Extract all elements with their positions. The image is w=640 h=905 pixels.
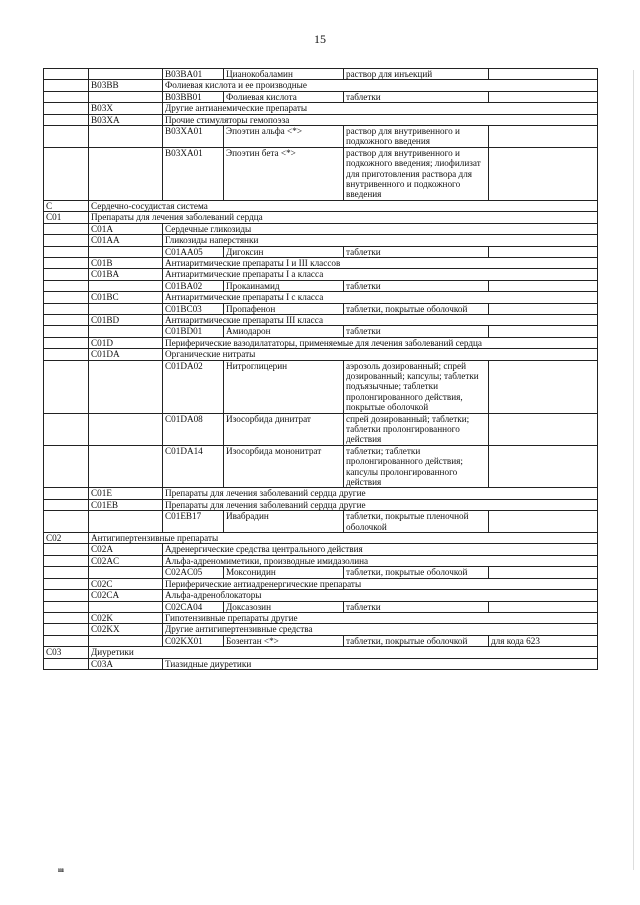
table-body: [44, 69, 598, 670]
note-cell: [489, 91, 598, 102]
atc-code-cell: [44, 658, 89, 669]
table-row: [44, 69, 598, 80]
subgroup-code-cell: C01BA: [89, 269, 163, 280]
subgroup-code-cell: C01D: [89, 337, 163, 348]
table-row: [44, 91, 598, 102]
atc-code-cell: [44, 499, 89, 510]
group-name-cell: Препараты для лечения заболеваний сердца: [89, 212, 598, 223]
drug-name-cell: Эпоэтин бета <*>: [224, 147, 344, 200]
drug-code-cell: B03XA01: [163, 147, 224, 200]
subgroup-name-cell: Препараты для лечения заболеваний сердца другие: [163, 488, 598, 499]
table-row: [44, 314, 598, 325]
subgroup-name-cell: Периферические антиадренергические препараты: [163, 578, 598, 589]
subgroup-code-cell: C02C: [89, 578, 163, 589]
table-row: [44, 303, 598, 314]
note-cell: [489, 511, 598, 533]
table-row: [44, 488, 598, 499]
subgroup-code-cell: [89, 246, 163, 257]
dosage-form-cell: таблетки; таблетки пролонгированного действия; капсулы пролонгированного действия: [344, 445, 489, 488]
subgroup-code-cell: [89, 303, 163, 314]
atc-code-cell: C03: [44, 647, 89, 658]
subgroup-name-cell: Адренергические средства центрального действия: [163, 544, 598, 555]
table-row: [44, 257, 598, 268]
drug-code-cell: B03BA01: [163, 69, 224, 80]
group-name-cell: Сердечно-сосудистая система: [89, 200, 598, 211]
table-row: [44, 349, 598, 360]
table-row: [44, 578, 598, 589]
atc-code-cell: [44, 280, 89, 291]
atc-code-cell: C01: [44, 212, 89, 223]
subgroup-name-cell: Антиаритмические препараты III класса: [163, 314, 598, 325]
subgroup-name-cell: Фолиевая кислота и ее производные: [163, 80, 598, 91]
subgroup-code-cell: [89, 69, 163, 80]
drug-code-cell: B03XA01: [163, 126, 224, 148]
atc-code-cell: C02: [44, 533, 89, 544]
group-name-cell: Антигипертензивные препараты: [89, 533, 598, 544]
atc-code-cell: [44, 635, 89, 646]
subgroup-name-cell: Антиаритмические препараты I и III классов: [163, 257, 598, 268]
subgroup-code-cell: [89, 601, 163, 612]
table-row: [44, 590, 598, 601]
subgroup-name-cell: Антиаритмические препараты I с класса: [163, 292, 598, 303]
table-row: [44, 212, 598, 223]
table-row: [44, 360, 598, 413]
subgroup-name-cell: Альфа-адреноблокаторы: [163, 590, 598, 601]
atc-code-cell: [44, 590, 89, 601]
drug-name-cell: Изосорбида динитрат: [224, 413, 344, 445]
subgroup-code-cell: [89, 326, 163, 337]
drug-name-cell: Эпоэтин альфа <*>: [224, 126, 344, 148]
subgroup-code-cell: B03BB: [89, 80, 163, 91]
drug-code-cell: C01DA08: [163, 413, 224, 445]
subgroup-code-cell: C02A: [89, 544, 163, 555]
table-row: [44, 103, 598, 114]
drug-name-cell: Цианокобаламин: [224, 69, 344, 80]
subgroup-name-cell: Прочие стимуляторы гемопоэза: [163, 114, 598, 125]
table-row: [44, 612, 598, 623]
subgroup-name-cell: Другие антигипертензивные средства: [163, 624, 598, 635]
atc-code-cell: [44, 246, 89, 257]
table-row: [44, 246, 598, 257]
table-row: [44, 544, 598, 555]
atc-code-cell: [44, 567, 89, 578]
note-cell: [489, 147, 598, 200]
table-row: [44, 624, 598, 635]
table-row: [44, 567, 598, 578]
atc-code-cell: [44, 544, 89, 555]
atc-code-cell: [44, 445, 89, 488]
subgroup-code-cell: [89, 511, 163, 533]
subgroup-name-cell: Гипотензивные препараты другие: [163, 612, 598, 623]
drug-code-cell: C01BD01: [163, 326, 224, 337]
subgroup-code-cell: [89, 635, 163, 646]
scan-edge-line: [633, 70, 634, 870]
note-cell: [489, 326, 598, 337]
drug-code-cell: C01BC03: [163, 303, 224, 314]
dosage-form-cell: таблетки: [344, 601, 489, 612]
footer-mark: ııı: [58, 866, 64, 874]
note-cell: [489, 445, 598, 488]
subgroup-code-cell: C01AA: [89, 235, 163, 246]
note-cell: [489, 303, 598, 314]
atc-code-cell: [44, 303, 89, 314]
subgroup-code-cell: C03A: [89, 658, 163, 669]
table-row: [44, 337, 598, 348]
atc-code-cell: [44, 413, 89, 445]
subgroup-name-cell: Гликозиды наперстянки: [163, 235, 598, 246]
drug-name-cell: Доксазозин: [224, 601, 344, 612]
note-cell: [489, 413, 598, 445]
atc-code-cell: [44, 578, 89, 589]
table-row: [44, 533, 598, 544]
atc-code-cell: [44, 269, 89, 280]
dosage-form-cell: раствор для внутривенного и подкожного введения: [344, 126, 489, 148]
dosage-form-cell: спрей дозированный; таблетки; таблетки пролонгированного действия: [344, 413, 489, 445]
atc-code-cell: [44, 126, 89, 148]
subgroup-name-cell: Препараты для лечения заболеваний сердца другие: [163, 499, 598, 510]
atc-code-cell: [44, 326, 89, 337]
table-row: [44, 601, 598, 612]
subgroup-name-cell: Органические нитраты: [163, 349, 598, 360]
note-cell: [489, 567, 598, 578]
table-row: [44, 511, 598, 533]
table-row: [44, 326, 598, 337]
table-row: [44, 647, 598, 658]
table-row: [44, 200, 598, 211]
atc-code-cell: [44, 103, 89, 114]
dosage-form-cell: таблетки: [344, 326, 489, 337]
atc-code-cell: [44, 488, 89, 499]
drug-classification-table: [43, 68, 598, 670]
subgroup-code-cell: C02CA: [89, 590, 163, 601]
atc-code-cell: [44, 292, 89, 303]
drug-name-cell: Ивабрадин: [224, 511, 344, 533]
note-cell: [489, 601, 598, 612]
drug-name-cell: Пропафенон: [224, 303, 344, 314]
note-cell: для кода 623: [489, 635, 598, 646]
subgroup-name-cell: Альфа-адреномиметики, производные имидазолина: [163, 555, 598, 566]
table-row: [44, 114, 598, 125]
dosage-form-cell: таблетки, покрытые оболочкой: [344, 635, 489, 646]
atc-code-cell: [44, 337, 89, 348]
drug-code-cell: C02CA04: [163, 601, 224, 612]
subgroup-name-cell: Другие антианемические препараты: [163, 103, 598, 114]
drug-code-cell: C01DA14: [163, 445, 224, 488]
subgroup-code-cell: C01BD: [89, 314, 163, 325]
subgroup-code-cell: C01A: [89, 223, 163, 234]
drug-name-cell: Амиодарон: [224, 326, 344, 337]
group-name-cell: Диуретики: [89, 647, 598, 658]
atc-code-cell: [44, 257, 89, 268]
atc-code-cell: [44, 360, 89, 413]
dosage-form-cell: таблетки: [344, 280, 489, 291]
table-row: [44, 223, 598, 234]
page-number: 15: [314, 32, 326, 46]
note-cell: [489, 280, 598, 291]
table-row: [44, 445, 598, 488]
drug-name-cell: Моксонидин: [224, 567, 344, 578]
subgroup-code-cell: [89, 360, 163, 413]
atc-code-cell: [44, 91, 89, 102]
table-row: [44, 555, 598, 566]
subgroup-code-cell: C01BC: [89, 292, 163, 303]
table-row: [44, 499, 598, 510]
subgroup-code-cell: [89, 567, 163, 578]
subgroup-code-cell: B03XA: [89, 114, 163, 125]
table-row: [44, 126, 598, 148]
subgroup-code-cell: [89, 91, 163, 102]
drug-code-cell: C01EB17: [163, 511, 224, 533]
dosage-form-cell: раствор для инъекций: [344, 69, 489, 80]
atc-code-cell: [44, 349, 89, 360]
atc-code-cell: [44, 147, 89, 200]
dosage-form-cell: раствор для внутривенного и подкожного введения; лиофилизат для приготовления раствора для внутривенного и подкожного введения: [344, 147, 489, 200]
subgroup-code-cell: C02AC: [89, 555, 163, 566]
atc-code-cell: [44, 555, 89, 566]
drug-code-cell: C02AC05: [163, 567, 224, 578]
dosage-form-cell: таблетки, покрытые пленочной оболочкой: [344, 511, 489, 533]
dosage-form-cell: аэрозоль дозированный; спрей дозированный; капсулы; таблетки подъязычные; таблетки пролонгированного действия, покрытые оболочкой: [344, 360, 489, 413]
drug-code-cell: B03BB01: [163, 91, 224, 102]
subgroup-code-cell: [89, 280, 163, 291]
table-row: [44, 147, 598, 200]
atc-code-cell: [44, 69, 89, 80]
table-row: [44, 80, 598, 91]
drug-name-cell: Нитроглицерин: [224, 360, 344, 413]
drug-name-cell: Бозентан <*>: [224, 635, 344, 646]
table-row: [44, 235, 598, 246]
drug-code-cell: C01AA05: [163, 246, 224, 257]
subgroup-code-cell: [89, 147, 163, 200]
subgroup-name-cell: Периферические вазодилататоры, применяемые для лечения заболеваний сердца: [163, 337, 598, 348]
table-row: [44, 280, 598, 291]
drug-name-cell: Изосорбида мононитрат: [224, 445, 344, 488]
subgroup-name-cell: Сердечные гликозиды: [163, 223, 598, 234]
subgroup-code-cell: C01EB: [89, 499, 163, 510]
subgroup-name-cell: Антиаритмические препараты I а класса: [163, 269, 598, 280]
drug-code-cell: C01DA02: [163, 360, 224, 413]
subgroup-code-cell: C02K: [89, 612, 163, 623]
subgroup-code-cell: C01E: [89, 488, 163, 499]
table-row: [44, 413, 598, 445]
atc-code-cell: [44, 612, 89, 623]
dosage-form-cell: таблетки, покрытые оболочкой: [344, 567, 489, 578]
subgroup-code-cell: C01B: [89, 257, 163, 268]
table-row: [44, 658, 598, 669]
atc-code-cell: [44, 601, 89, 612]
drug-code-cell: C02KX01: [163, 635, 224, 646]
note-cell: [489, 360, 598, 413]
subgroup-code-cell: [89, 413, 163, 445]
drug-name-cell: Прокаинамид: [224, 280, 344, 291]
note-cell: [489, 126, 598, 148]
subgroup-code-cell: B03X: [89, 103, 163, 114]
table-row: [44, 269, 598, 280]
note-cell: [489, 246, 598, 257]
atc-code-cell: C: [44, 200, 89, 211]
table-row: [44, 292, 598, 303]
subgroup-code-cell: C01DA: [89, 349, 163, 360]
drug-code-cell: C01BA02: [163, 280, 224, 291]
atc-code-cell: [44, 624, 89, 635]
drug-name-cell: Дигоксин: [224, 246, 344, 257]
atc-code-cell: [44, 511, 89, 533]
subgroup-code-cell: C02KX: [89, 624, 163, 635]
atc-code-cell: [44, 235, 89, 246]
note-cell: [489, 69, 598, 80]
dosage-form-cell: таблетки: [344, 246, 489, 257]
subgroup-code-cell: [89, 445, 163, 488]
atc-code-cell: [44, 314, 89, 325]
table-row: [44, 635, 598, 646]
drug-name-cell: Фолиевая кислота: [224, 91, 344, 102]
atc-code-cell: [44, 80, 89, 91]
dosage-form-cell: таблетки: [344, 91, 489, 102]
dosage-form-cell: таблетки, покрытые оболочкой: [344, 303, 489, 314]
subgroup-code-cell: [89, 126, 163, 148]
subgroup-name-cell: Тиазидные диуретики: [163, 658, 598, 669]
atc-code-cell: [44, 114, 89, 125]
atc-code-cell: [44, 223, 89, 234]
